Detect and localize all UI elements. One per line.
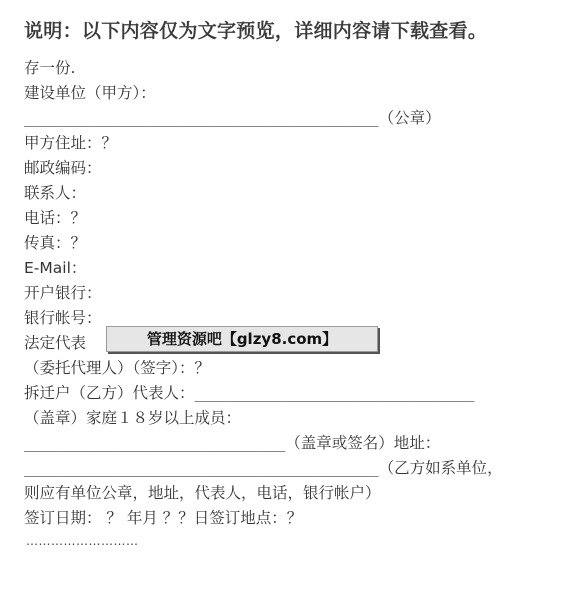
bank-account-line: 银行帐号： [24, 309, 102, 327]
party-b-representative-line: 拆迁户（乙方）代表人：______________________________ [24, 384, 475, 402]
phone-line: 电话：？ [24, 209, 87, 227]
party-a-address-line: 甲方住址：？ [24, 134, 118, 152]
postal-code-line: 邮政编码： [24, 159, 102, 177]
party-a-unit-label: 建设单位（甲方）： [24, 84, 156, 102]
watermark-box: 管理资源吧【glzy8.com】 [106, 326, 378, 352]
signing-date-place-line: 签订日期： ？ 年月 ？？日签订地点：？ [24, 509, 303, 527]
preview-notice: 说明：以下内容仅为文字预览，详细内容请下载查看。 [24, 20, 488, 42]
bank-line: 开户银行： [24, 284, 102, 302]
contact-person-line: 联系人： [24, 184, 87, 202]
legal-representative-line: 法定代表 [24, 334, 87, 352]
party-b-unit-requirements-line: 则应有单位公章，地址，代表人，电话，银行帐户） [24, 484, 381, 502]
party-a-seal-line: ______________________________________（公章） [24, 109, 441, 127]
ellipsis-dots: ……………………… [26, 534, 139, 548]
family-members-line: （盖章）家庭１８岁以上成员： [24, 409, 242, 427]
seal-or-signature-line: ____________________________（盖章或签名）地址： [24, 434, 441, 452]
keep-copy-line: 存一份. [24, 59, 76, 77]
fax-line: 传真：？ [24, 234, 87, 252]
party-b-unit-note-line: ______________________________________（乙方如系单位， [24, 459, 503, 477]
agent-signature-line: （委托代理人）（签字）：？ [24, 359, 211, 377]
document-body [24, 56, 564, 531]
email-line: E-Mail： [24, 259, 87, 277]
